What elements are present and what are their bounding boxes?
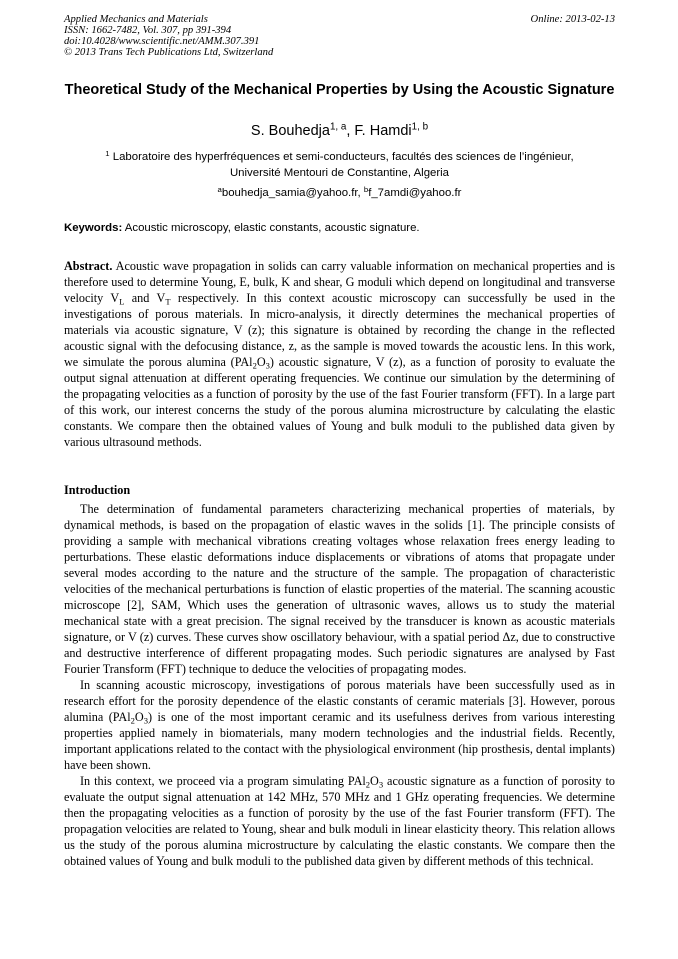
paragraph-text: ) is one of the most important ceramic and its usefulness derives from various interesting properties applied namely in biomaterials, many modern technologies and the industrial fields. Recently, important applications related to the contact with the physiological environment (hip prosthesis, dental implants) have been shown. bbox=[64, 710, 615, 772]
paragraph bbox=[64, 773, 615, 869]
journal-issn: ISSN: 1662-7482, Vol. 307, pp 391-394 bbox=[64, 25, 232, 36]
abstract-text: and V bbox=[124, 291, 166, 305]
paragraph-text: acoustic signature as a function of porosity to evaluate the output signal attenuation at 142 MHz, 570 MHz and 1 GHz operating frequencies. We determine then the propagating velocities as a function of porosity by the use of the fast Fourier transform (FFT). The propagation velocities are related to Young, shear and bulk moduli in linear elasticity theory. This relation allows us the study of the porous alumina microstructure by calculating the elastic constants. We compare then the obtained values of Young and bulk moduli to the published data given by different methods of this technical. bbox=[64, 774, 615, 868]
journal-doi: doi:10.4028/www.scientific.net/AMM.307.391 bbox=[64, 36, 260, 47]
paragraph-text: O bbox=[134, 710, 144, 724]
affiliation bbox=[64, 150, 615, 181]
paragraph bbox=[64, 677, 615, 773]
paragraph-text: O bbox=[370, 774, 379, 788]
affiliation-text: Laboratoire des hyperfréquences et semi-conducteurs, facultés des sciences de l’ingénieur, bbox=[109, 151, 574, 163]
online-date: Online: 2013-02-13 bbox=[530, 14, 615, 25]
email-link: f_7amdi@yahoo.fr bbox=[368, 187, 462, 199]
paragraph-text: In this context, we proceed via a program simulating PAl bbox=[80, 774, 366, 788]
author-name: S. Bouhedja bbox=[250, 123, 330, 139]
abstract-text: Acoustic wave propagation in solids can carry valuable information on mechanical properties and is therefore used to determine Young, E, bulk, K and shear, G moduli which depend on longitudinal and transverse velocity V bbox=[64, 259, 615, 305]
subscript: L bbox=[119, 296, 125, 307]
author-separator: , bbox=[346, 123, 355, 139]
email-link: bouhedja_samia@yahoo.fr, bbox=[221, 187, 364, 199]
paragraph: The determination of fundamental parameters characterizing mechanical properties of materials, by dynamical methods, is based on the propagation of elastic waves in the solids [1]. The principle consists of providing a sample with mechanical vibrations creating voltages whose relaxation frees energy leading to perturbations. These elastic deformations induce displacements or vibrations of atoms that propagate under several modes according to the nature and the structure of the sample. The propagation of characteristic velocities of the mechanical perturbations is function of elastic properties of the material. The scanning acoustic microscope [2], SAM, Which uses the generation of ultrasonic waves, allows us to study the material mechanical state with a great precision. The signal received by the transducer is known as acoustic materials signature, or V (z) curves. These curves show oscillatory behaviour, with a spatial period Δz, due to constructive and destructive interference of different propagating modes. Such periodic signatures are analysed by Fast Fourier Transform (FFT) technique to deduce the velocities of propagating modes. bbox=[64, 502, 615, 676]
affiliation-line: Université Mentouri de Constantine, Algeria bbox=[229, 166, 450, 179]
keywords-text: Acoustic microscopy, elastic constants, acoustic signature. bbox=[122, 222, 420, 234]
email-mark: a bbox=[217, 184, 222, 194]
introduction-section bbox=[64, 501, 615, 869]
abstract-text: ) acoustic signature, V (z), as a function of porosity to evaluate the output signal attenuation at different operating frequencies. We continue our simulation by the determining of the propagating velocities as a function of porosity by the use of the fast Fourier transform (FFT). In a large part of this work, our interest concerns the study of the porous alumina microstructure by calculating the elastic constants. We compare then the obtained values of Young and bulk moduli to the published data given by various ultrasound methods. bbox=[64, 355, 616, 449]
section-heading: Introduction bbox=[64, 483, 131, 497]
subscript: 2 bbox=[365, 779, 371, 790]
abstract-text: O bbox=[256, 355, 266, 369]
affiliation-mark: 1 bbox=[105, 148, 110, 158]
paragraph-text: In scanning acoustic microscopy, investigations of porous materials have been successfully used as in research effort for the porosity dependence of the elastic constants of ceramic materials [3]. However, porous alumina (PAl bbox=[64, 678, 615, 724]
subscript: 3 bbox=[378, 779, 384, 790]
journal-name: Applied Mechanics and Materials bbox=[64, 14, 208, 25]
abstract-label: Abstract. bbox=[64, 259, 113, 273]
subscript: 3 bbox=[265, 360, 270, 371]
journal-header bbox=[64, 14, 615, 58]
author-affiliation-mark: 1, b bbox=[411, 121, 429, 133]
journal-copyright: © 2013 Trans Tech Publications Ltd, Switzerland bbox=[64, 47, 274, 58]
author-affiliation-mark: 1, a bbox=[329, 121, 347, 133]
abstract bbox=[64, 258, 615, 450]
email-mark: b bbox=[363, 184, 369, 194]
author-list bbox=[64, 121, 615, 141]
abstract-text: respectively. In this context acoustic microscopy can successfully be used in the investigations of porous materials. In micro-analysis, it directly determines the mechanical properties of materials via acoustic signature, V (z); this signature is obtained by recording the change in the reflected acoustic signal with the defocusing distance, z, as the sample is moved towards the acoustic lens. In this work, we simulate the porous alumina (PAl bbox=[64, 291, 615, 369]
affiliation-line bbox=[64, 150, 615, 166]
subscript: 3 bbox=[143, 715, 148, 726]
keywords-label: Keywords: bbox=[64, 222, 123, 234]
author-emails bbox=[64, 186, 615, 201]
subscript: 2 bbox=[252, 360, 257, 371]
author-name: F. Hamdi bbox=[354, 123, 412, 139]
subscript: 2 bbox=[130, 715, 135, 726]
keywords bbox=[64, 221, 615, 236]
paper-title: Theoretical Study of the Mechanical Properties by Using the Acoustic Signature bbox=[64, 82, 615, 98]
subscript: T bbox=[165, 296, 171, 307]
